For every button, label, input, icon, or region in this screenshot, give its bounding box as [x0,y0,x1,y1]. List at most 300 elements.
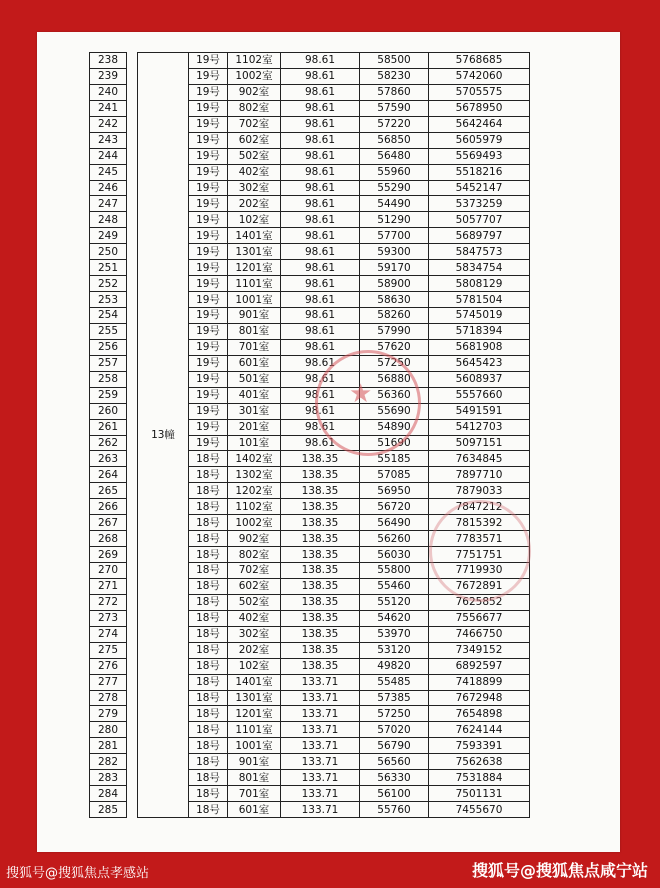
room-cell: 702室 [228,563,281,579]
room-cell: 202室 [228,196,281,212]
total-price-cell: 7466750 [429,626,530,642]
spacer-cell [127,371,138,387]
area-cell: 98.61 [281,180,360,196]
spacer-cell [127,563,138,579]
unit-price-cell: 54890 [360,419,429,435]
room-cell: 1001室 [228,292,281,308]
unit-price-cell: 56480 [360,148,429,164]
unit-cell: 18号 [189,658,228,674]
unit-price-cell: 55690 [360,403,429,419]
total-price-cell: 7349152 [429,642,530,658]
total-price-cell: 7654898 [429,706,530,722]
area-cell: 98.61 [281,68,360,84]
room-cell: 701室 [228,786,281,802]
area-cell: 133.71 [281,690,360,706]
watermark-right: 搜狐号@搜狐焦点咸宁站 [472,861,649,880]
unit-cell: 18号 [189,531,228,547]
spacer-cell [127,578,138,594]
spacer-cell [127,260,138,276]
area-cell: 98.61 [281,53,360,69]
area-cell: 133.71 [281,722,360,738]
area-cell: 138.35 [281,563,360,579]
unit-price-cell: 57085 [360,467,429,483]
spacer-cell [127,339,138,355]
total-price-cell: 5097151 [429,435,530,451]
room-cell: 201室 [228,419,281,435]
spacer-cell [127,499,138,515]
spacer-cell [127,164,138,180]
spacer-cell [127,323,138,339]
unit-price-cell: 54620 [360,610,429,626]
row-number-cell: 259 [90,387,127,403]
total-price-cell: 7531884 [429,770,530,786]
spacer-cell [127,738,138,754]
total-price-cell: 5705575 [429,84,530,100]
row-number-cell: 251 [90,260,127,276]
unit-price-cell: 56260 [360,531,429,547]
room-cell: 1002室 [228,68,281,84]
unit-price-cell: 57220 [360,116,429,132]
unit-cell: 19号 [189,116,228,132]
spacer-cell [127,610,138,626]
area-cell: 133.71 [281,706,360,722]
total-price-cell: 7418899 [429,674,530,690]
room-cell: 502室 [228,148,281,164]
total-price-cell: 5718394 [429,323,530,339]
total-price-cell: 7847212 [429,499,530,515]
area-cell: 98.61 [281,212,360,228]
unit-cell: 18号 [189,547,228,563]
row-number-cell: 254 [90,308,127,324]
spacer-cell [127,786,138,802]
unit-price-cell: 59300 [360,244,429,260]
unit-cell: 19号 [189,100,228,116]
area-cell: 98.61 [281,387,360,403]
unit-price-cell: 56360 [360,387,429,403]
unit-cell: 19号 [189,403,228,419]
spacer-cell [127,451,138,467]
total-price-cell: 5491591 [429,403,530,419]
unit-cell: 19号 [189,292,228,308]
area-cell: 138.35 [281,547,360,563]
row-number-cell: 282 [90,754,127,770]
unit-price-cell: 51690 [360,435,429,451]
room-cell: 1201室 [228,706,281,722]
area-cell: 98.61 [281,323,360,339]
unit-price-cell: 55290 [360,180,429,196]
area-cell: 98.61 [281,84,360,100]
unit-price-cell: 55185 [360,451,429,467]
room-cell: 202室 [228,642,281,658]
area-cell: 98.61 [281,244,360,260]
room-cell: 1002室 [228,515,281,531]
total-price-cell: 5412703 [429,419,530,435]
area-cell: 98.61 [281,435,360,451]
unit-cell: 19号 [189,84,228,100]
area-cell: 98.61 [281,196,360,212]
unit-cell: 19号 [189,228,228,244]
row-number-cell: 246 [90,180,127,196]
unit-cell: 18号 [189,738,228,754]
row-number-cell: 268 [90,531,127,547]
unit-cell: 19号 [189,308,228,324]
area-cell: 138.35 [281,594,360,610]
room-cell: 901室 [228,754,281,770]
total-price-cell: 5681908 [429,339,530,355]
total-price-cell: 7751751 [429,547,530,563]
unit-cell: 18号 [189,802,228,818]
room-cell: 802室 [228,100,281,116]
unit-price-cell: 53970 [360,626,429,642]
total-price-cell: 5745019 [429,308,530,324]
row-number-cell: 266 [90,499,127,515]
unit-price-cell: 56100 [360,786,429,802]
spacer-cell [127,148,138,164]
spacer-cell [127,116,138,132]
room-cell: 1101室 [228,276,281,292]
row-number-cell: 238 [90,53,127,69]
area-cell: 98.61 [281,260,360,276]
room-cell: 1302室 [228,467,281,483]
unit-price-cell: 57250 [360,706,429,722]
room-cell: 302室 [228,626,281,642]
area-cell: 133.71 [281,770,360,786]
seal-star-icon: ★ [349,379,373,409]
row-number-cell: 273 [90,610,127,626]
unit-cell: 18号 [189,563,228,579]
room-cell: 1102室 [228,53,281,69]
row-number-cell: 243 [90,132,127,148]
room-cell: 501室 [228,371,281,387]
row-number-cell: 269 [90,547,127,563]
row-number-cell: 264 [90,467,127,483]
area-cell: 98.61 [281,132,360,148]
total-price-cell: 7634845 [429,451,530,467]
total-price-cell: 5768685 [429,53,530,69]
area-cell: 138.35 [281,515,360,531]
unit-cell: 19号 [189,68,228,84]
unit-cell: 18号 [189,610,228,626]
row-number-cell: 272 [90,594,127,610]
room-cell: 902室 [228,531,281,547]
area-cell: 133.71 [281,802,360,818]
room-cell: 802室 [228,547,281,563]
unit-price-cell: 58260 [360,308,429,324]
spacer-cell [127,467,138,483]
area-cell: 98.61 [281,419,360,435]
unit-price-cell: 55960 [360,164,429,180]
unit-cell: 18号 [189,578,228,594]
total-price-cell: 5834754 [429,260,530,276]
unit-price-cell: 49820 [360,658,429,674]
row-number-cell: 244 [90,148,127,164]
total-price-cell: 7783571 [429,531,530,547]
unit-price-cell: 56850 [360,132,429,148]
room-cell: 901室 [228,308,281,324]
unit-price-cell: 56030 [360,547,429,563]
unit-cell: 18号 [189,594,228,610]
row-number-cell: 277 [90,674,127,690]
total-price-cell: 5373259 [429,196,530,212]
room-cell: 301室 [228,403,281,419]
room-cell: 1401室 [228,674,281,690]
total-price-cell: 6892597 [429,658,530,674]
room-cell: 102室 [228,658,281,674]
unit-cell: 19号 [189,419,228,435]
area-cell: 133.71 [281,786,360,802]
unit-price-cell: 56880 [360,371,429,387]
total-price-cell: 7556677 [429,610,530,626]
spacer-cell [127,594,138,610]
total-price-cell: 7672948 [429,690,530,706]
total-price-cell: 5557660 [429,387,530,403]
area-cell: 138.35 [281,451,360,467]
total-price-cell: 7897710 [429,467,530,483]
spacer-cell [127,483,138,499]
unit-cell: 19号 [189,148,228,164]
row-number-cell: 252 [90,276,127,292]
total-price-cell: 5608937 [429,371,530,387]
area-cell: 98.61 [281,148,360,164]
unit-price-cell: 58900 [360,276,429,292]
total-price-cell: 5452147 [429,180,530,196]
spacer-cell [127,53,138,69]
unit-price-cell: 58630 [360,292,429,308]
room-cell: 801室 [228,770,281,786]
unit-price-cell: 57860 [360,84,429,100]
area-cell: 98.61 [281,116,360,132]
area-cell: 138.35 [281,642,360,658]
total-price-cell: 5678950 [429,100,530,116]
total-price-cell: 5645423 [429,355,530,371]
room-cell: 1301室 [228,244,281,260]
unit-cell: 18号 [189,499,228,515]
total-price-cell: 7879033 [429,483,530,499]
spacer-cell [127,68,138,84]
area-cell: 133.71 [281,738,360,754]
spacer-cell [127,770,138,786]
unit-price-cell: 57590 [360,100,429,116]
unit-cell: 18号 [189,770,228,786]
area-cell: 98.61 [281,164,360,180]
row-number-cell: 267 [90,515,127,531]
row-number-cell: 279 [90,706,127,722]
row-number-cell: 257 [90,355,127,371]
row-number-cell: 250 [90,244,127,260]
row-number-cell: 247 [90,196,127,212]
room-cell: 1102室 [228,499,281,515]
room-cell: 602室 [228,132,281,148]
spacer-cell [127,531,138,547]
unit-cell: 18号 [189,786,228,802]
total-price-cell: 5781504 [429,292,530,308]
spacer-cell [127,515,138,531]
spacer-cell [127,642,138,658]
unit-cell: 19号 [189,435,228,451]
area-cell: 133.71 [281,754,360,770]
room-cell: 102室 [228,212,281,228]
area-cell: 98.61 [281,276,360,292]
room-cell: 1101室 [228,722,281,738]
spacer-cell [127,355,138,371]
unit-price-cell: 56330 [360,770,429,786]
unit-price-cell: 53120 [360,642,429,658]
row-number-cell: 242 [90,116,127,132]
row-number-cell: 278 [90,690,127,706]
unit-cell: 18号 [189,626,228,642]
row-number-cell: 248 [90,212,127,228]
spacer-cell [127,180,138,196]
total-price-cell: 5847573 [429,244,530,260]
document-sheet [37,32,620,852]
room-cell: 801室 [228,323,281,339]
total-price-cell: 7719930 [429,563,530,579]
unit-cell: 19号 [189,323,228,339]
room-cell: 302室 [228,180,281,196]
table-row [90,53,530,69]
row-number-cell: 258 [90,371,127,387]
unit-cell: 19号 [189,132,228,148]
area-cell: 138.35 [281,467,360,483]
room-cell: 1402室 [228,451,281,467]
unit-price-cell: 55120 [360,594,429,610]
unit-cell: 18号 [189,451,228,467]
spacer-cell [127,196,138,212]
unit-cell: 18号 [189,674,228,690]
spacer-cell [127,244,138,260]
spacer-cell [127,722,138,738]
spacer-cell [127,658,138,674]
row-number-cell: 239 [90,68,127,84]
unit-cell: 19号 [189,276,228,292]
unit-price-cell: 54490 [360,196,429,212]
unit-price-cell: 59170 [360,260,429,276]
unit-price-cell: 57020 [360,722,429,738]
unit-price-cell: 56560 [360,754,429,770]
room-cell: 601室 [228,355,281,371]
unit-price-cell: 57700 [360,228,429,244]
spacer-cell [127,754,138,770]
area-cell: 98.61 [281,100,360,116]
row-number-cell: 261 [90,419,127,435]
area-cell: 138.35 [281,578,360,594]
unit-price-cell: 56490 [360,515,429,531]
unit-price-cell: 55760 [360,802,429,818]
row-number-cell: 253 [90,292,127,308]
unit-cell: 18号 [189,467,228,483]
area-cell: 98.61 [281,371,360,387]
spacer-cell [127,132,138,148]
room-cell: 1301室 [228,690,281,706]
spacer-cell [127,706,138,722]
room-cell: 702室 [228,116,281,132]
spacer-cell [127,292,138,308]
room-cell: 402室 [228,610,281,626]
unit-cell: 18号 [189,690,228,706]
unit-cell: 19号 [189,260,228,276]
spacer-cell [127,435,138,451]
unit-price-cell: 56790 [360,738,429,754]
total-price-cell: 5742060 [429,68,530,84]
spacer-cell [127,84,138,100]
spacer-cell [127,690,138,706]
row-number-cell: 270 [90,563,127,579]
unit-price-cell: 56720 [360,499,429,515]
unit-cell: 18号 [189,515,228,531]
unit-cell: 19号 [189,196,228,212]
total-price-cell: 5057707 [429,212,530,228]
watermark-left: 搜狐号@搜狐焦点孝感站 [6,866,150,881]
area-cell: 98.61 [281,228,360,244]
unit-price-cell: 57990 [360,323,429,339]
spacer-cell [127,100,138,116]
room-cell: 602室 [228,578,281,594]
room-cell: 402室 [228,164,281,180]
spacer-cell [127,674,138,690]
row-number-cell: 280 [90,722,127,738]
spacer-cell [127,387,138,403]
room-cell: 902室 [228,84,281,100]
total-price-cell: 7624144 [429,722,530,738]
spacer-cell [127,802,138,818]
unit-price-cell: 56950 [360,483,429,499]
unit-price-cell: 55485 [360,674,429,690]
unit-cell: 19号 [189,244,228,260]
unit-cell: 19号 [189,180,228,196]
room-cell: 502室 [228,594,281,610]
row-number-cell: 271 [90,578,127,594]
spacer-cell [127,419,138,435]
area-cell: 138.35 [281,483,360,499]
row-number-cell: 276 [90,658,127,674]
spacer-cell [127,212,138,228]
unit-cell: 18号 [189,722,228,738]
area-cell: 138.35 [281,499,360,515]
room-cell: 1001室 [228,738,281,754]
room-cell: 401室 [228,387,281,403]
total-price-cell: 7562638 [429,754,530,770]
price-table-body [90,53,530,818]
total-price-cell: 7672891 [429,578,530,594]
unit-cell: 19号 [189,212,228,228]
unit-cell: 19号 [189,387,228,403]
unit-price-cell: 51290 [360,212,429,228]
total-price-cell: 5808129 [429,276,530,292]
spacer-cell [127,228,138,244]
row-number-cell: 249 [90,228,127,244]
area-cell: 98.61 [281,308,360,324]
area-cell: 138.35 [281,626,360,642]
area-cell: 98.61 [281,339,360,355]
unit-cell: 18号 [189,754,228,770]
row-number-cell: 256 [90,339,127,355]
total-price-cell: 5605979 [429,132,530,148]
unit-cell: 19号 [189,53,228,69]
room-cell: 1201室 [228,260,281,276]
row-number-cell: 263 [90,451,127,467]
spacer-cell [127,403,138,419]
area-cell: 133.71 [281,674,360,690]
unit-price-cell: 57250 [360,355,429,371]
row-number-cell: 274 [90,626,127,642]
row-number-cell: 265 [90,483,127,499]
row-number-cell: 240 [90,84,127,100]
unit-cell: 19号 [189,164,228,180]
room-cell: 1202室 [228,483,281,499]
unit-cell: 18号 [189,483,228,499]
spacer-cell [127,547,138,563]
room-cell: 601室 [228,802,281,818]
